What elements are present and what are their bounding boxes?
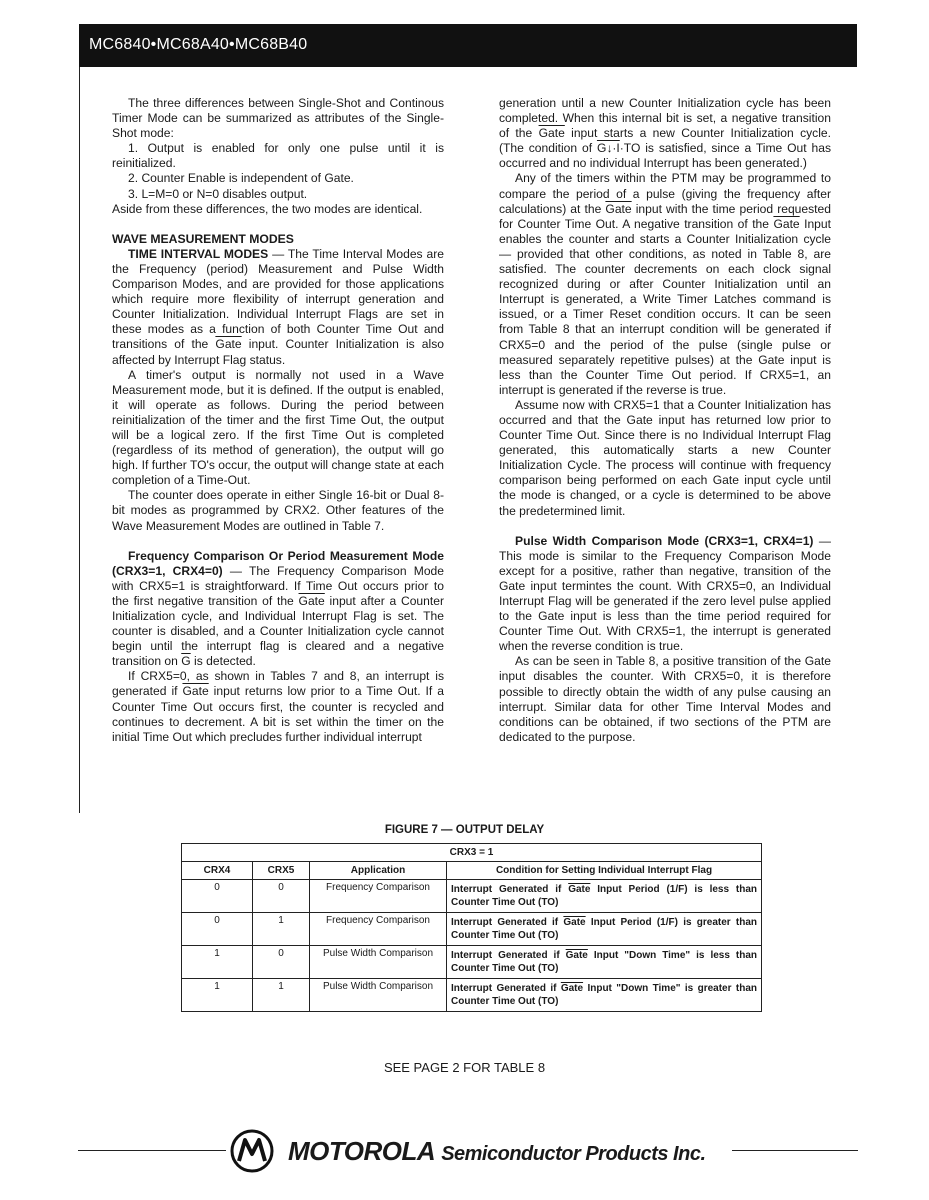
differences-list	[112, 141, 444, 201]
column-header: CRX5	[253, 862, 310, 880]
table-row	[182, 979, 762, 1012]
paragraph: TIME INTERVAL MODES — The Time Interval Modes are the Frequency (period) Measurement and Pulse Width Comparison Modes, and are provided for those applications which require more flexibility of interrupt generation and Counter Initialization. Individual Interrupt Flags are set in these modes as a function of both Counter Time Out and transitions of the Gate input. Counter Initialization is also affected by Interrupt Flag status.	[112, 246, 444, 367]
paragraph: Aside from these differences, the two modes are identical.	[112, 201, 423, 216]
table-reference-note: SEE PAGE 2 FOR TABLE 8	[383, 1060, 546, 1075]
paragraph: generation until a new Counter Initialization cycle has been completed. When this internal bit is set, a negative transition of the Gate input starts a new Counter Initialization cycle. (The condition of G↓·I·TO is satisfied, since a Time Out has occurred and no individual Interrupt has been generated.)	[499, 96, 831, 171]
list-item: 3. L=M=0 or N=0 disables output.	[128, 186, 308, 201]
table-cell: Interrupt Generated if Gate Input Period (1/F) is less than Counter Time Out (TO)	[447, 880, 762, 913]
table-cell: Pulse Width Comparison	[310, 979, 447, 1012]
motorola-logo-icon	[229, 1128, 275, 1174]
brand-name: MOTOROLA	[288, 1136, 436, 1166]
footer-brand	[288, 1136, 706, 1167]
paragraph: If CRX5=0, as shown in Tables 7 and 8, an interrupt is generated if Gate input returns low prior to a Time Out. If a Counter Time Out occurs first, the counter is recycled and continues to decrement. A bit is set within the timer on the initial Time Out which precludes further individual interrupt	[112, 669, 444, 744]
table-cell: 0	[182, 913, 253, 946]
left-margin-rule	[79, 67, 80, 813]
column-header: CRX4	[182, 862, 253, 880]
table-cell: Frequency Comparison	[310, 880, 447, 913]
table-cell: 0	[253, 880, 310, 913]
table-cell: 1	[182, 979, 253, 1012]
table-cell: 0	[253, 946, 310, 979]
subheading: TIME INTERVAL MODES	[128, 246, 269, 261]
subheading: Frequency Comparison Or Period Measurement Mode (CRX3=1, CRX4=0)	[112, 548, 444, 578]
paragraph: A timer's output is normally not used in a Wave Measurement mode, but it is defined. If the output is enabled, it will operate as follows. During the period between reinitialization of the timer and the first Time Out, the output will be a logical zero. If the first Time Out is completed (regardless of its method of generation), the output will go high. If further TO's occur, the output will change state at each completion of a Time-Out.	[112, 367, 444, 488]
table-cell: 1	[253, 913, 310, 946]
column-header: Application	[310, 862, 447, 880]
table-cell: 1	[182, 946, 253, 979]
page-header	[79, 24, 857, 67]
brand-subtitle: Semiconductor Products Inc.	[441, 1143, 706, 1165]
table-row	[182, 913, 762, 946]
section-heading: WAVE MEASUREMENT MODES	[112, 231, 294, 246]
table-cell: Pulse Width Comparison	[310, 946, 447, 979]
paragraph: Assume now with CRX5=1 that a Counter Initialization has occurred and that the Gate input has returned low prior to Counter Time Out. Since there is no Individual Interrupt Flag generated, this automatically starts a new Counter Initialization Cycle. The process will continue with frequency comparison being performed on each Gate input cycle until the mode is changed, or a cycle is determined to be above the predetermined limit.	[499, 397, 831, 518]
left-column	[112, 96, 444, 745]
figure-title: FIGURE 7 — OUTPUT DELAY	[384, 824, 545, 836]
footer-rule-right	[732, 1150, 858, 1151]
table-cell: Frequency Comparison	[310, 913, 447, 946]
list-item: 1. Output is enabled for only one pulse until it is reinitialized.	[112, 141, 444, 171]
paragraph: Pulse Width Comparison Mode (CRX3=1, CRX4=1) — This mode is similar to the Frequency Comparison Mode except for a positive, rather than negative, transition of the Gate input termintes the count. With CRX5=0, an Individual Interrupt Flag will be generated if the zero level pulse applied to the Gate input is less than the time period required for Counter Time Out. With CRX5=1, the interrupt is generated when the reverse condition is true.	[499, 533, 831, 654]
table-cell: 0	[182, 880, 253, 913]
paragraph: The counter does operate in either Single 16-bit or Dual 8-bit modes as programmed by CRX2. Other features of the Wave Measurement Modes are outlined in Table 7.	[112, 488, 444, 533]
table-row	[182, 880, 762, 913]
page-footer	[78, 1128, 858, 1174]
subheading: Pulse Width Comparison Mode (CRX3=1, CRX4=1)	[515, 533, 814, 548]
table-row	[182, 946, 762, 979]
paragraph: The three differences between Single-Shot and Continous Timer Mode can be summarized as attributes of the Single-Shot mode:	[112, 96, 444, 141]
table-cell: Interrupt Generated if Gate Input "Down Time" is greater than Counter Time Out (TO)	[447, 979, 762, 1012]
paragraph: As can be seen in Table 8, a positive transition of the Gate input disables the counter. With CRX5=0, it is therefore possible to directly obtain the width of any pulse causing an interrupt. Similar data for other Time Interval Modes and conditions can be obtained, if two sections of the PTM are dedicated to the purpose.	[499, 654, 831, 744]
header-title: MC6840•MC68A40•MC68B40	[89, 36, 308, 53]
table-cell: Interrupt Generated if Gate Input "Down Time" is less than Counter Time Out (TO)	[447, 946, 762, 979]
list-item: 2. Counter Enable is independent of Gate.	[128, 171, 354, 186]
table-top-header: CRX3 = 1	[182, 844, 762, 862]
output-delay-table	[181, 843, 762, 1012]
column-header: Condition for Setting Individual Interrupt Flag	[447, 862, 762, 880]
footer-rule-left	[78, 1150, 226, 1151]
paragraph: Any of the timers within the PTM may be programmed to compare the period of a pulse (giving the frequency after calculations) at the Gate input with the time period requested for Counter Time Out. A negative transition of the Gate Input enables the counter and starts a Counter Initialization cycle — provided that other conditions, as noted in Table 8, are satisfied. The counter decrements on each clock signal recognized during or after Counter Initialization until an Interrupt is generated, a Write Timer Latches command is issued, or a Timer Reset condition occurs. It can be seen from Table 8 that an interrupt condition will be generated if CRX5=0 and the period of the pulse (single pulse or measured separately repetitive pulses) at the Gate input is less than the Counter Time Out period. If CRX5=1, an interrupt is generated if the reverse is true.	[499, 171, 831, 397]
table-cell: Interrupt Generated if Gate Input Period (1/F) is greater than Counter Time Out (TO)	[447, 913, 762, 946]
right-column	[499, 96, 831, 745]
table-cell: 1	[253, 979, 310, 1012]
paragraph: Frequency Comparison Or Period Measurement Mode (CRX3=1, CRX4=0) — The Frequency Comparison Mode with CRX5=1 is straightforward. If Time Out occurs prior to the first negative transition of the Gate input after a Counter Initialization cycle, and Individual Interrupt Flag is set. The counter is disabled, and a Counter Initialization cycle cannot begin until the interrupt flag is cleared and a negative transition on $\overline{G}$ is detected.	[112, 548, 445, 669]
